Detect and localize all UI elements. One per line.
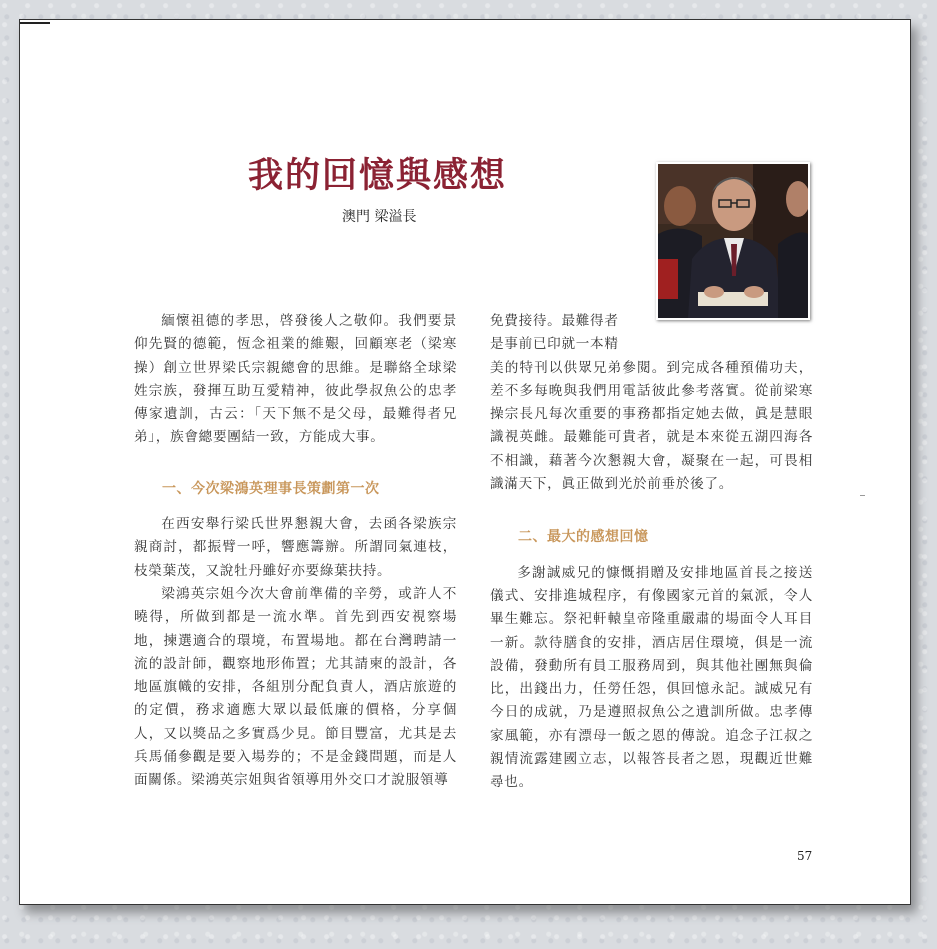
body-paragraph: 梁鴻英宗姐今次大會前準備的辛勞，或許人不曉得，所做到都是一流水準。首先到西安視察場地，揀選適合的環境，布置場地。都在台灣聘請一流的設計師，觀察地形佈置；尤其請柬的設計，各地區旗幟的安排，各組別分配負責人，酒店旅遊的的定價，務求適應大眾以最低廉的價格，分享個人，又以獎品之多實爲少見。節目豐富，尤其是去兵馬俑參觀是要入場券的；不是金錢問題，而是人面關係。梁鴻英宗姐與省領導用外交口才說服領導 xyxy=(134,585,457,789)
corner-mark xyxy=(20,22,50,24)
intro-paragraph: 緬懷祖德的孝思，啓發後人之敬仰。我們要景仰先賢的德範，恆念祖業的維艱，回顧寒老（梁寒操）創立世界梁氏宗親總會的思維。是聯絡全球梁姓宗族，發揮互助互愛精神，彼此學叔魚公的忠孝傳家遺訓，古云：「天下無不是父母，最難得者兄弟」，族會總要團結一致，方能成大事。 xyxy=(134,313,457,446)
portrait-image xyxy=(658,164,808,318)
author-photo xyxy=(656,162,810,320)
left-column xyxy=(134,310,457,793)
section-heading-1: 一、今次梁鴻英理事長策劃第一次 xyxy=(162,480,380,497)
divider-mark xyxy=(860,495,865,496)
article-title: 我的回憶與感想 xyxy=(248,155,508,196)
body-paragraph: 在西安舉行梁氏世界懇親大會，去函各梁族宗親商討，都振臂一呼，響應籌辦。所謂同氣連枝，枝榮葉茂，又說牡丹雖好亦要綠葉扶持。 xyxy=(134,516,457,579)
magazine-page xyxy=(19,19,911,905)
page-number: 57 xyxy=(797,849,813,863)
body-paragraph: 美的特刊以供眾兄弟參閱。到完成各種預備功夫，差不多每晚與我們用電話彼此參考落實。從前梁寒操宗長凡每次重要的事務都指定她去做，眞是慧眼識視英雌。最難能可貴者，就是本來從五湖四海各不相識，藉著今次懇親大會，凝聚在一起，可畏相識滿天下，眞正做到光於前垂於後了。 xyxy=(490,359,813,493)
section-heading-2: 二、最大的感想回憶 xyxy=(518,529,649,546)
body-paragraph: 多謝誠威兄的慷慨捐贈及安排地區首長之接送儀式、安排進城程序，有像國家元首的氣派，令人畢生難忘。祭祀軒轅皇帝隆重嚴肅的場面令人耳目一新。款待膳食的安排，酒店居住環境，俱是一流設備，發動所有員工服務周到，與其他社團無與倫比，出錢出力，任勞任怨，俱回憶永記。誠威兄有今日的成就，乃是遵照叔魚公之遺訓所做。忠孝傳家風範，亦有漂母一飯之恩的傳說。追念子江叔之親情流露建國立志，以報答長者之恩，現觀近世難尋也。 xyxy=(490,564,813,791)
right-column xyxy=(490,310,813,795)
body-line: 是事前已印就一本精 xyxy=(490,336,619,353)
article-author: 澳門 梁溢長 xyxy=(342,209,417,225)
body-line: 免費接待。最難得者 xyxy=(490,313,619,329)
